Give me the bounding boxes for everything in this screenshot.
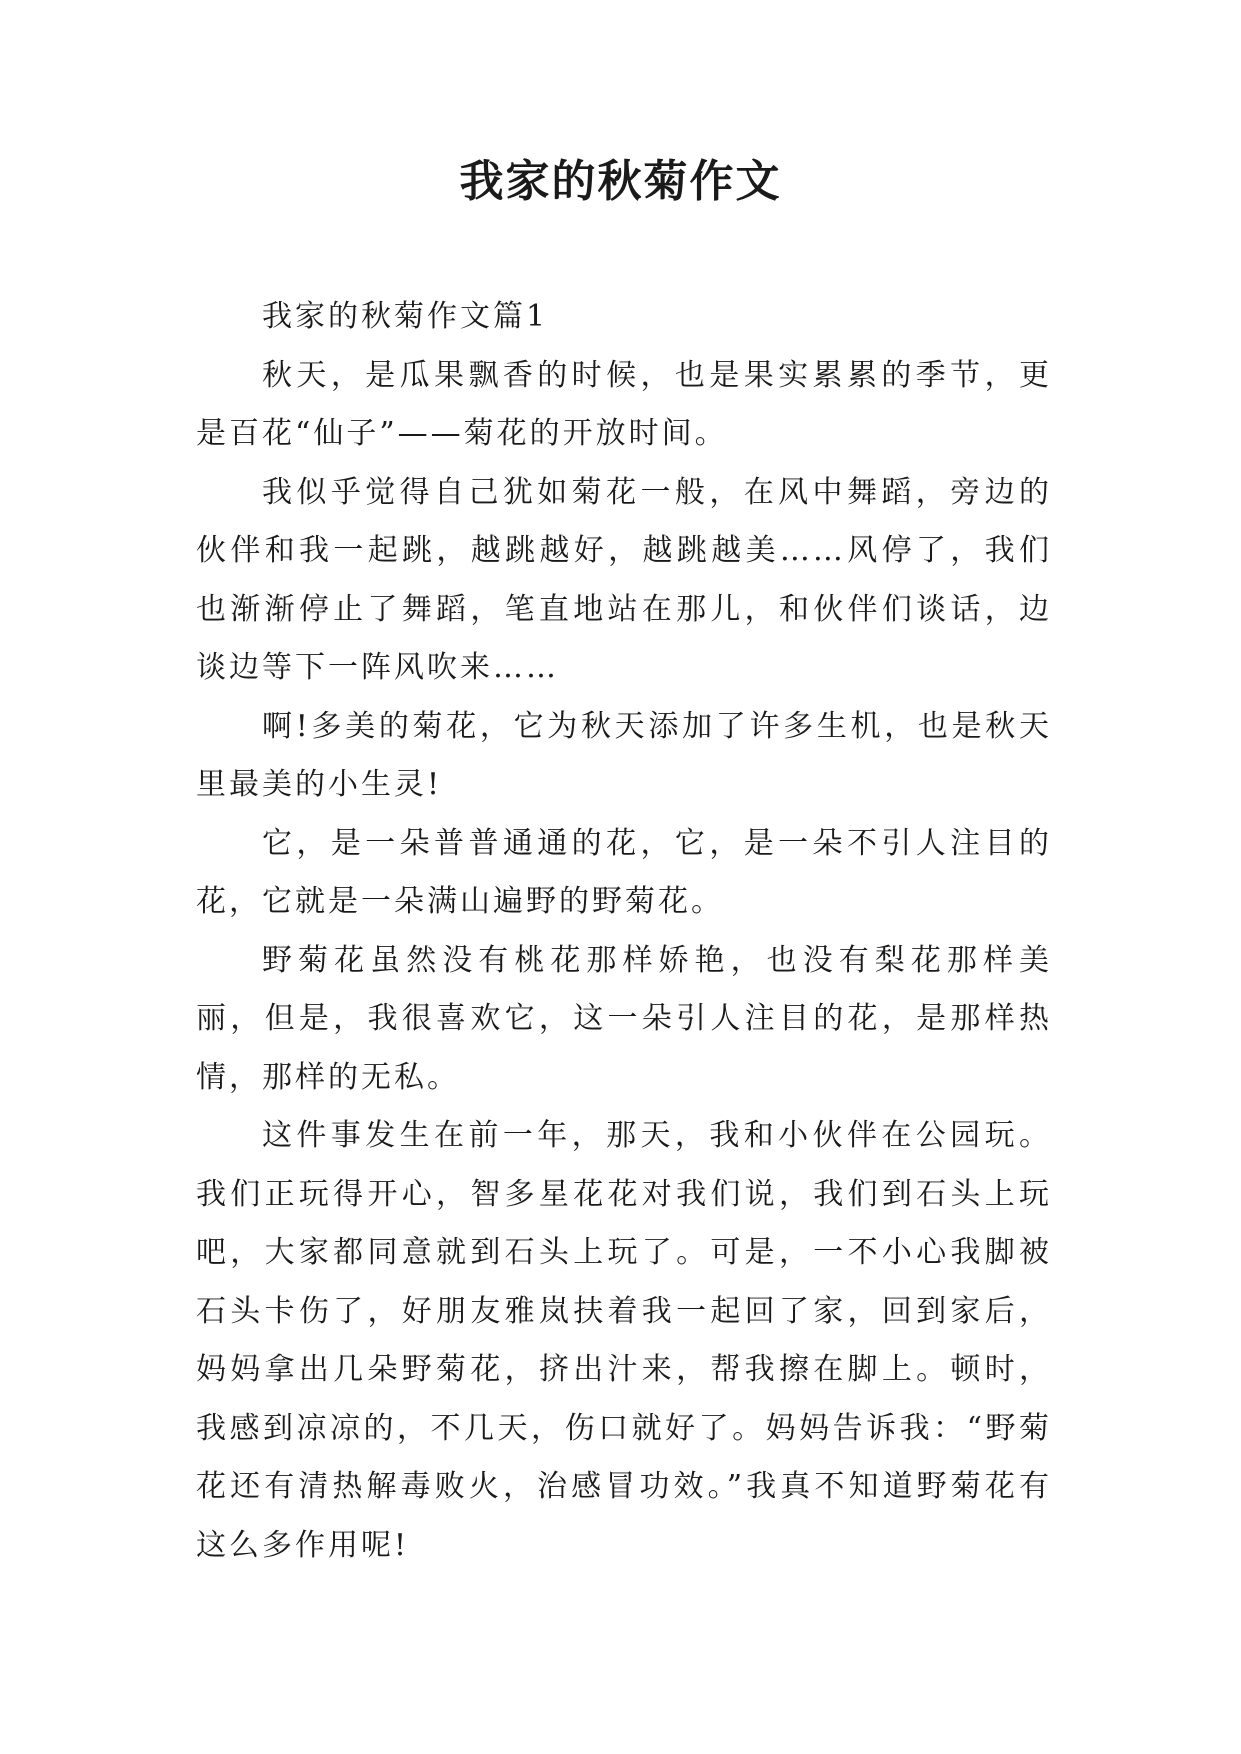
paragraph: 秋天，是瓜果飘香的时候，也是果实累累的季节，更是百花“仙子”——菊花的开放时间。 bbox=[196, 357, 1052, 451]
paragraph: 啊!多美的菊花，它为秋天添加了许多生机，也是秋天里最美的小生灵! bbox=[196, 708, 1052, 802]
paragraph: 它，是一朵普普通通的花，它，是一朵不引人注目的花，它就是一朵满山遍野的野菊花。 bbox=[196, 825, 1052, 919]
paragraph: 我似乎觉得自己犹如菊花一般，在风中舞蹈，旁边的伙伴和我一起跳，越跳越好，越跳越美……风停了，我们也渐渐停止了舞蹈，笔直地站在那儿，和伙伴们谈话，边谈边等下一阵风吹来…… bbox=[196, 474, 1052, 685]
section-heading: 我家的秋菊作文篇1 bbox=[262, 299, 549, 334]
paragraph: 这件事发生在前一年，那天，我和小伙伴在公园玩。我们正玩得开心，智多星花花对我们说，我们到石头上玩吧，大家都同意就到石头上玩了。可是，一不小心我脚被石头卡伤了，好朋友雅岚扶着我一起回了家，回到家后，妈妈拿出几朵野菊花，挤出汁来，帮我擦在脚上。顿时，我感到凉凉的，不几天，伤口就好了。妈妈告诉我：“野菊花还有清热解毒败火，治感冒功效。”我真不知道野菊花有这么多作用呢! bbox=[196, 1118, 1052, 1563]
document-title: 我家的秋菊作文 bbox=[459, 156, 782, 207]
paragraph: 野菊花虽然没有桃花那样娇艳，也没有梨花那样美丽，但是，我很喜欢它，这一朵引人注目的花，是那样热情，那样的无私。 bbox=[196, 942, 1052, 1095]
document-body bbox=[196, 288, 1052, 1575]
